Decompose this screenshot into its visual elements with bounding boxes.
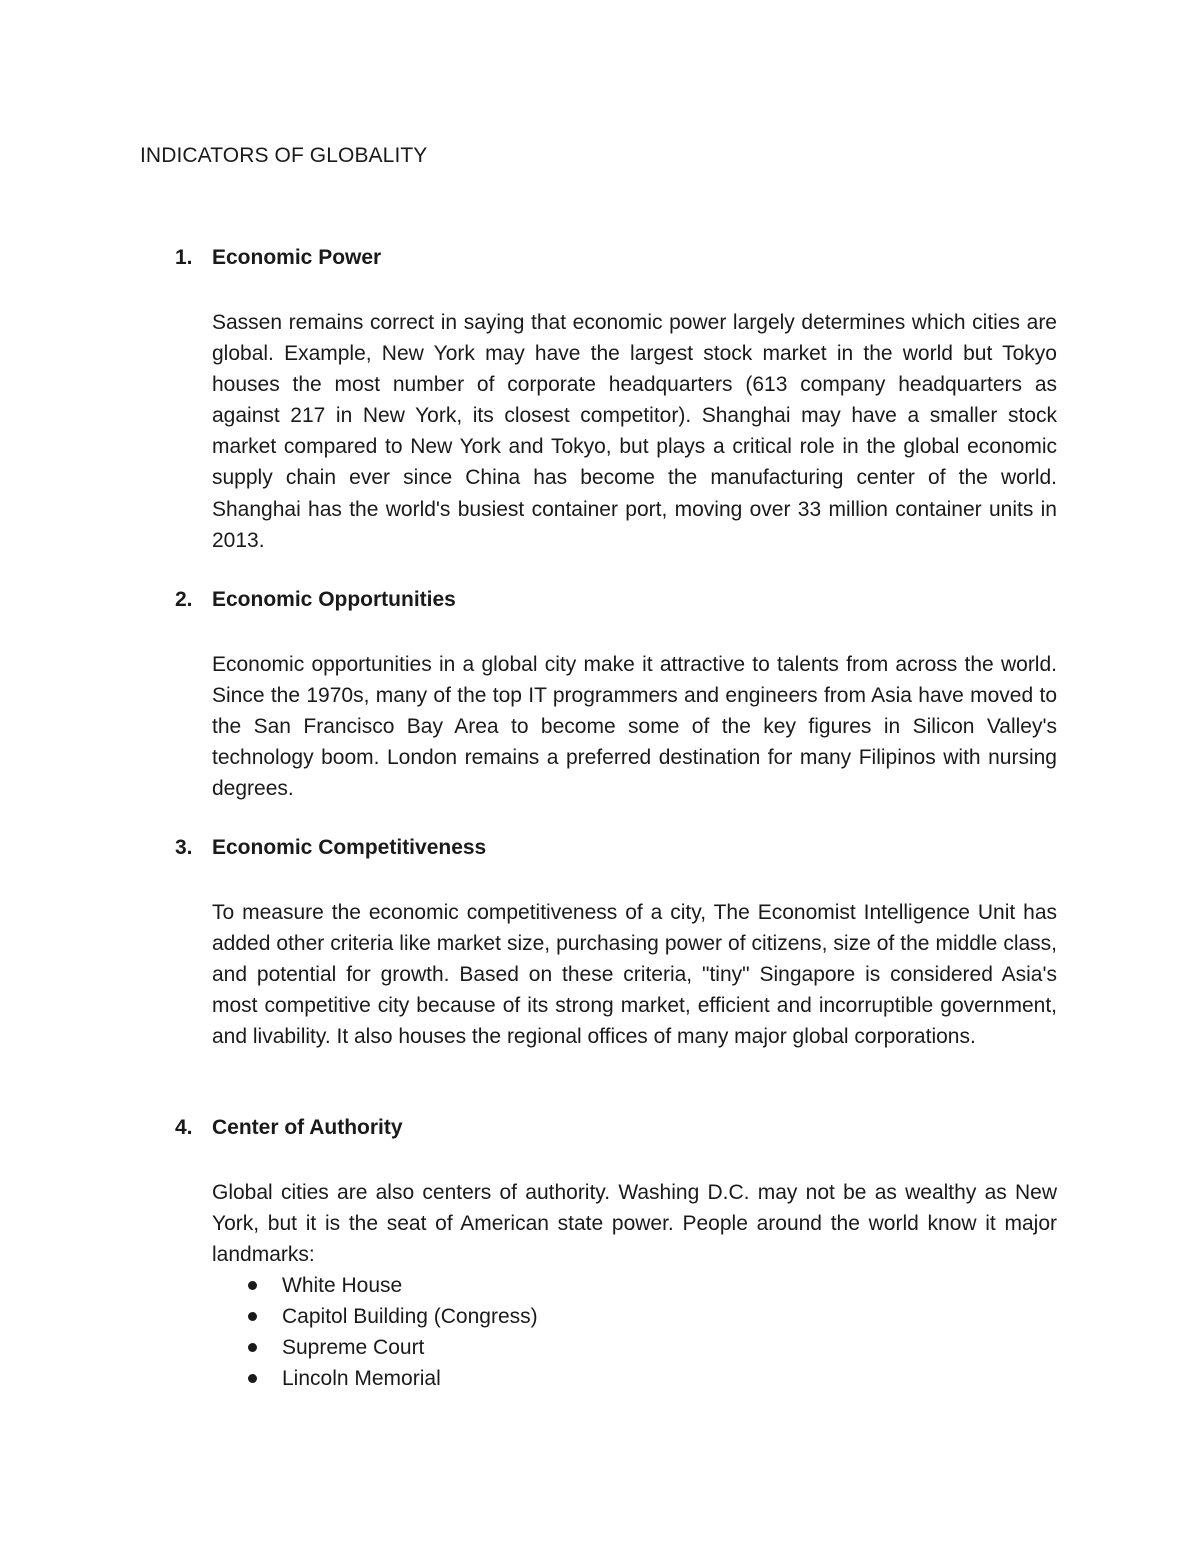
section-body: To measure the economic competitiveness of a city, The Economist Intelligence Unit has added other criteria like market size, purchasing power of citizens, size of the middle class, and potential for growth. Based on these criteria, "tiny" Singapore is considered Asia's most competitive city because of its strong market, efficient and incorruptible government, and livability. It also houses the regional offices of many major global corporations. xyxy=(212,901,1057,1049)
section-number: 1. xyxy=(175,246,193,269)
bullet-icon xyxy=(248,1343,257,1352)
document-title: INDICATORS OF GLOBALITY xyxy=(140,144,428,167)
list-item xyxy=(212,1270,1057,1301)
list-item xyxy=(212,1301,1057,1332)
bullet-icon xyxy=(248,1281,257,1290)
section-heading xyxy=(0,1115,1200,1141)
section-title: Economic Power xyxy=(212,246,382,269)
list-item-text: Lincoln Memorial xyxy=(282,1367,441,1391)
bullet-icon xyxy=(248,1312,257,1321)
list-item-text: Capitol Building (Congress) xyxy=(282,1305,538,1329)
list-item xyxy=(212,1332,1057,1363)
section-number: 4. xyxy=(175,1116,193,1139)
section-number: 3. xyxy=(175,836,193,859)
section-title: Economic Opportunities xyxy=(212,588,456,611)
section-body: Global cities are also centers of authority. Washing D.C. may not be as wealthy as New York, but it is the seat of American state power. People around the world know it major landmarks: xyxy=(212,1181,1057,1267)
section-heading xyxy=(0,587,1200,613)
section-title: Economic Competitiveness xyxy=(212,836,487,859)
section-number: 2. xyxy=(175,588,193,611)
section-title: Center of Authority xyxy=(212,1116,403,1139)
bullet-icon xyxy=(248,1374,257,1383)
section-body: Economic opportunities in a global city make it attractive to talents from across the world. Since the 1970s, many of the top IT programmers and engineers from Asia have moved to the San Francisco Bay Area to become some of the key figures in Silicon Valley's technology boom. London remains a preferred destination for many Filipinos with nursing degrees. xyxy=(212,653,1057,801)
list-item-text: White House xyxy=(282,1274,403,1297)
landmark-list xyxy=(212,1270,1057,1394)
section-body: Sassen remains correct in saying that economic power largely determines which cities are global. Example, New York may have the largest stock market in the world but Tokyo houses the most number of corporate headquarters (613 company headquarters as against 217 in New York, its closest competitor). Shanghai may have a smaller stock market compared to New York and Tokyo, but plays a critical role in the global economic supply chain ever since China has become the manufacturing center of the world. Shanghai has the world's busiest container port, moving over 33 million container units in 2013. xyxy=(212,311,1057,552)
section-heading xyxy=(0,245,1200,271)
list-item xyxy=(212,1363,1057,1394)
list-item-text: Supreme Court xyxy=(282,1336,425,1360)
section-heading xyxy=(0,835,1200,861)
